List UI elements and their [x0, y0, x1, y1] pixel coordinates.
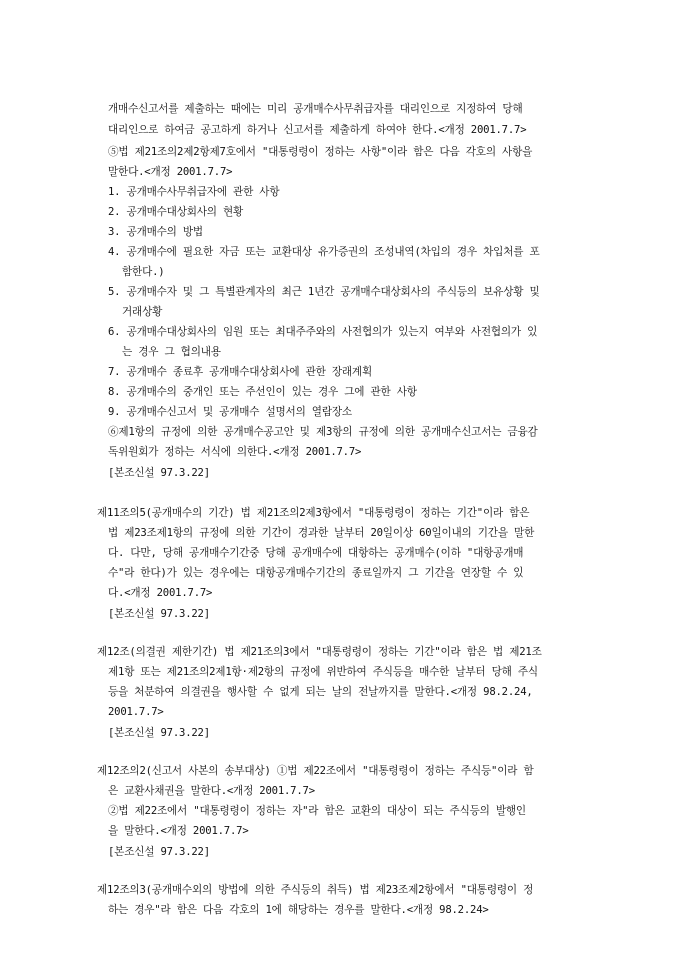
list-item: 4. 공개매수에 필요한 자금 또는 교환대상 유가증권의 조성내역(차입의 경우 차입처를 포 — [108, 246, 540, 258]
text-line: 독위원회가 정하는 서식에 의한다.<개정 2001.7.7> — [108, 446, 362, 458]
list-item: 3. 공개매수의 방법 — [108, 226, 203, 238]
list-item-continuation: 거래상황 — [122, 306, 163, 318]
text-line: 은 교환사채권을 말한다.<개정 2001.7.7> — [108, 785, 315, 797]
section-note: [본조신설 97.3.22] — [108, 727, 210, 739]
list-item: 1. 공개매수사무취급자에 관한 사항 — [108, 186, 280, 198]
list-item: 7. 공개매수 종료후 공개매수대상회사에 관한 장래계획 — [108, 366, 372, 378]
text-line: ②법 제22조에서 "대통령령이 정하는 자"라 함은 교환의 대상이 되는 주식등의 발행인 — [108, 805, 526, 817]
text-line: 수"라 한다)가 있는 경우에는 대항공개매수기간의 종료일까지 그 기간을 연장할 수 있 — [108, 567, 524, 579]
text-line: 대리인으로 하여금 공고하게 하거나 신고서를 제출하게 하여야 한다.<개정 2001.7.7> — [108, 124, 527, 136]
text-line: ⑤법 제21조의2제2항제7호에서 "대통령령이 정하는 사항"이라 함은 다음 각호의 사항을 — [108, 146, 533, 158]
article-heading-line: 제12조의3(공개매수외의 방법에 의한 주식등의 취득) 법 제23조제2항에서 "대통령령이 정 — [97, 884, 534, 896]
text-line: 하는 경우"라 함은 다음 각호의 1에 해당하는 경우를 말한다.<개정 98.2.24> — [108, 904, 489, 916]
list-item: 9. 공개매수신고서 및 공개매수 설명서의 열람장소 — [108, 406, 352, 418]
list-item-continuation: 는 경우 그 협의내용 — [122, 346, 221, 358]
list-item-continuation: 함한다.) — [122, 266, 165, 278]
text-line: 다. 다만, 당해 공개매수기간중 당해 공개매수에 대항하는 공개매수(이하 "대항공개매 — [108, 547, 524, 559]
text-line: 등을 처분하여 의결권을 행사할 수 없게 되는 날의 전날까지를 말한다.<개정 98.2.24, — [108, 686, 533, 698]
section-note: [본조신설 97.3.22] — [108, 846, 210, 858]
list-item: 6. 공개매수대상회사의 임원 또는 최대주주와의 사전협의가 있는지 여부와 사전협의가 있 — [108, 326, 538, 338]
list-item: 8. 공개매수의 중개인 또는 주선인이 있는 경우 그에 관한 사항 — [108, 386, 417, 398]
text-line: 을 말한다.<개정 2001.7.7> — [108, 825, 249, 837]
text-line: ⑥제1항의 규정에 의한 공개매수공고안 및 제3항의 규정에 의한 공개매수신고서는 금융감 — [108, 426, 538, 438]
text-line: 개매수신고서를 제출하는 때에는 미리 공개매수사무취급자를 대리인으로 지정하여 당해 — [108, 103, 523, 115]
list-item: 2. 공개매수대상회사의 현황 — [108, 206, 244, 218]
text-line: 다.<개정 2001.7.7> — [108, 587, 213, 599]
text-line: 말한다.<개정 2001.7.7> — [108, 166, 233, 178]
text-line: 2001.7.7> — [108, 706, 164, 718]
article-heading-line: 제11조의5(공개매수의 기간) 법 제21조의2제3항에서 "대통령령이 정하는 기간"이라 함은 — [97, 507, 530, 519]
text-line: 법 제23조제1항의 규정에 의한 기간이 경과한 날부터 20일이상 60일이내의 기간을 말한 — [108, 527, 535, 539]
article-heading-line: 제12조(의결권 제한기간) 법 제21조의3에서 "대통령령이 정하는 기간"이라 함은 법 제21조 — [97, 646, 542, 658]
article-heading-line: 제12조의2(신고서 사본의 송부대상) ①법 제22조에서 "대통령령이 정하는 주식등"이라 함 — [97, 765, 534, 777]
section-note: [본조신설 97.3.22] — [108, 608, 210, 620]
text-line: 제1항 또는 제21조의2제1항·제2항의 규정에 위반하여 주식등을 매수한 날부터 당해 주식 — [108, 666, 538, 678]
section-note: [본조신설 97.3.22] — [108, 467, 210, 479]
list-item: 5. 공개매수자 및 그 특별관계자의 최근 1년간 공개매수대상회사의 주식등의 보유상황 및 — [108, 286, 540, 298]
